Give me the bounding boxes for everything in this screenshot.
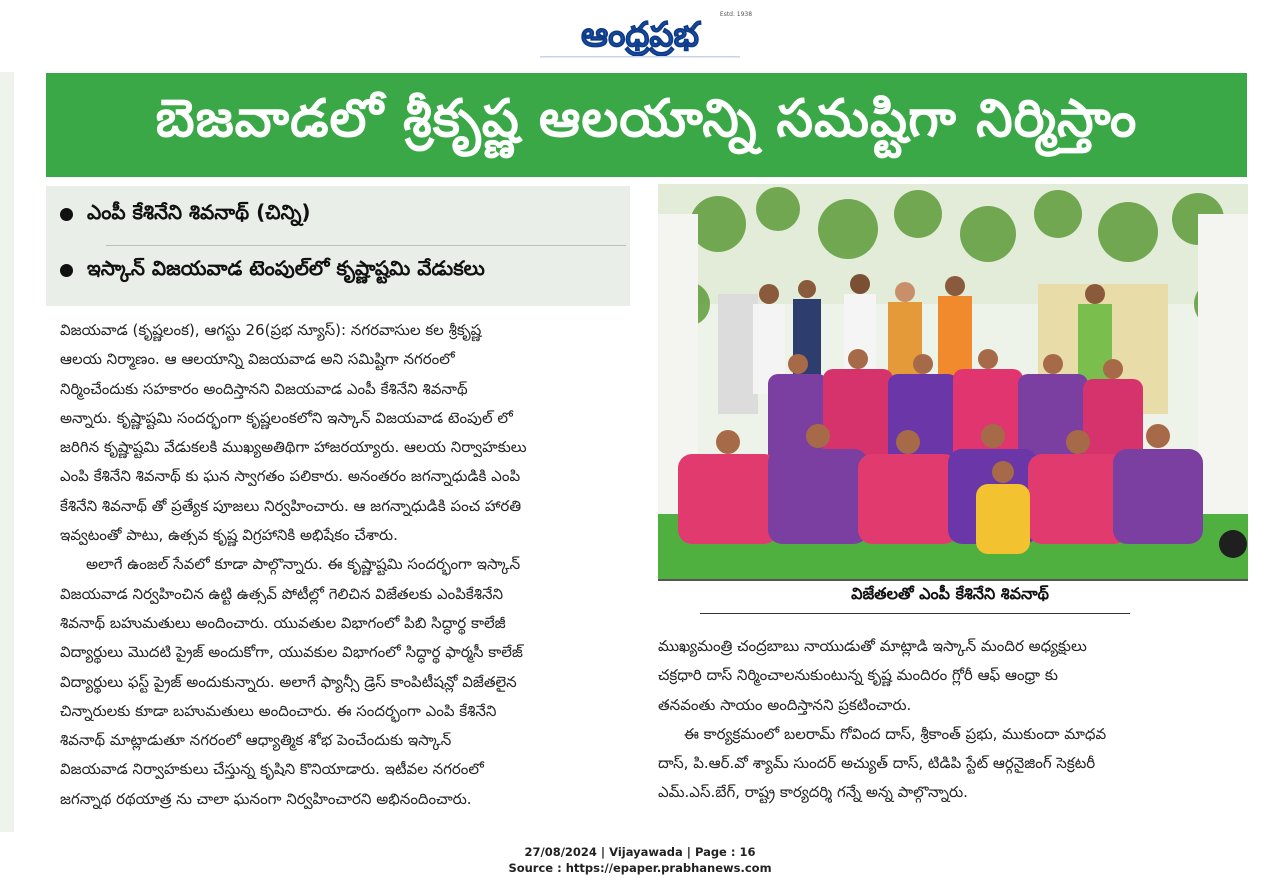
left-margin-rule [0, 72, 14, 832]
highlight-item [60, 256, 485, 285]
footer-date-line: 27/08/2024 | Vijayawada | Page : 16 [524, 845, 756, 859]
bullet-icon [60, 264, 73, 277]
text-line: దాస్, పి.ఆర్.వో శ్యామ్ సుందర్ అచ్యుత్ దాస్, టిడిపి స్టేట్ ఆర్గనైజింగ్ సెక్రటరీ [658, 754, 1096, 773]
photo-bottom-rule [658, 579, 1248, 581]
event-photo [658, 184, 1248, 579]
text-line: ఎమ్.ఎస్.బేగ్, రాష్ట్ర కార్యదర్శి గన్నే అన్న పాల్గొన్నారు. [658, 783, 968, 802]
text-line: జరిగిన కృష్ణాష్టమి వేడుకలకి ముఖ్యఅతిథిగా హాజరయ్యారు. ఆలయ నిర్వాహకులు [60, 438, 527, 457]
text-line: ముఖ్యమంత్రి చంద్రబాబు నాయుడుతో మాట్లాడి ఇస్కాన్ మందిర అధ్యక్షులు [658, 637, 1087, 655]
text-line: తనవంతు సాయం అందిస్తానని ప్రకటించారు. [658, 695, 912, 714]
text-line: ఎంపి కేశినేని శివనాథ్ కు ఘన స్వాగతం పలికారు. అనంతరం జగన్నాధుడికి ఎంపి [60, 467, 521, 486]
text-line: శివనాథ్ బహుమతులు అందించారు. యువతుల విభాగంలో పిబి సిద్ధార్థ కాలేజీ [60, 613, 506, 632]
text-line: విజయవాడ నిర్వాహకులు చేస్తున్న కృషిని కొనియాడారు. ఇటీవల నగరంలో [60, 760, 484, 779]
highlight-item [60, 200, 311, 229]
text-line: నిర్మించేందుకు సహకారం అందిస్తానని విజయవాడ ఎంపీ కేశినేని శివనాథ్ [60, 379, 468, 398]
text-line: విజయవాడ నిర్వహించిన ఉట్టి ఉత్సవ్ పోటీల్లో గెలిచిన విజేతలకు ఎంపికేశినేని [60, 584, 504, 603]
headline: బెజవాడలో శ్రీకృష్ణ ఆలయాన్ని సమష్టిగా నిర్మిస్తాం [155, 88, 1138, 149]
text-line: విద్యార్థులు మొదటి ప్రైజ్ అందుకోగా, యువకుల విభాగంలో సిద్ధార్థ ఫార్మసీ కాలేజ్ [60, 643, 523, 662]
text-line: ఇవ్వటంతో పాటు, ఉత్సవ కృష్ణ విగ్రహానికి అభిషేకం చేశారు. [60, 526, 398, 545]
masthead-logo [520, 6, 760, 64]
masthead-tagline: Estd. 1938 [719, 11, 753, 18]
bullet-icon [60, 208, 73, 221]
highlights-box [46, 186, 630, 306]
text-line: ఈ కార్యక్రమంలో బలరామ్ గోవింద దాస్, శ్రీకాంత్ ప్రభు, ముకుందా మాధవ [684, 724, 1107, 743]
text-line: కేశినేని శివనాథ్ తో ప్రత్యేక పూజలు నిర్వహించారు. ఆ జగన్నాధుడికి పంచ హారతి [60, 496, 522, 515]
text-line: చక్రధారి దాస్ నిర్మించాలనుకుంటున్న కృష్ణ మందిరం గ్లోరీ ఆఫ్ ఆంధ్రా కు [658, 666, 1058, 685]
article-body-right [658, 632, 1248, 808]
highlight-text: ఇస్కాన్ విజయవాడ టెంపుల్‌లో కృష్ణాష్టమి వేడుకలు [87, 256, 485, 280]
text-line: జగన్నాథ రథయాత్ర ను చాలా ఘనంగా నిర్వహించారని అభినందించారు. [60, 789, 472, 808]
highlight-divider [106, 245, 626, 246]
text-line: శివనాథ్ మాట్లాడుతూ నగరంలో ఆధ్యాత్మిక శోభ పెంచేందుకు ఇస్కాన్ [60, 731, 452, 750]
text-line: చిన్నారులకు కూడా బహుమతులు అందించారు. ఈ సందర్భంగా ఎంపి కేశినేని [60, 701, 497, 720]
headline-banner [46, 73, 1247, 177]
highlight-text: ఎంపీ కేశినేని శివనాథ్ (చిన్ని) [87, 200, 311, 224]
photo-caption: విజేతలతో ఎంపీ కేశినేని శివనాథ్ [851, 584, 1049, 603]
footer-source-line: Source : https://epaper.prabhanews.com [508, 861, 772, 875]
masthead-title: ఆంధ్రప్రభ [580, 15, 700, 55]
text-line: విద్యార్థులు ఫస్ట్ ప్రైజ్ అందుకున్నారు. అలాగే ఫ్యాన్సీ డ్రెస్ కాంపిటీషన్లో విజేతలైన [60, 672, 517, 691]
caption-underline [700, 613, 1130, 614]
text-line: విజయవాడ (కృష్ణలంక), ఆగస్టు 26(ప్రభ న్యూస్): నగరవాసుల కల శ్రీకృష్ణ [60, 321, 482, 339]
page-footer [0, 844, 1280, 876]
article-body-left [60, 316, 636, 814]
text-line: ఆలయ నిర్మాణం. ఆ ఆలయాన్ని విజయవాడ అని సమిష్టిగా నగరంలో [60, 350, 455, 369]
text-line: అలాగే ఉంజల్ సేవలో కూడా పాల్గొన్నారు. ఈ కృష్ణాష్టమి సందర్భంగా ఇస్కాన్ [86, 555, 521, 574]
text-line: అన్నారు. కృష్ణాష్టమి సందర్భంగా కృష్ణలంకలోని ఇస్కాన్ విజయవాడ టెంపుల్ లో [60, 408, 513, 427]
